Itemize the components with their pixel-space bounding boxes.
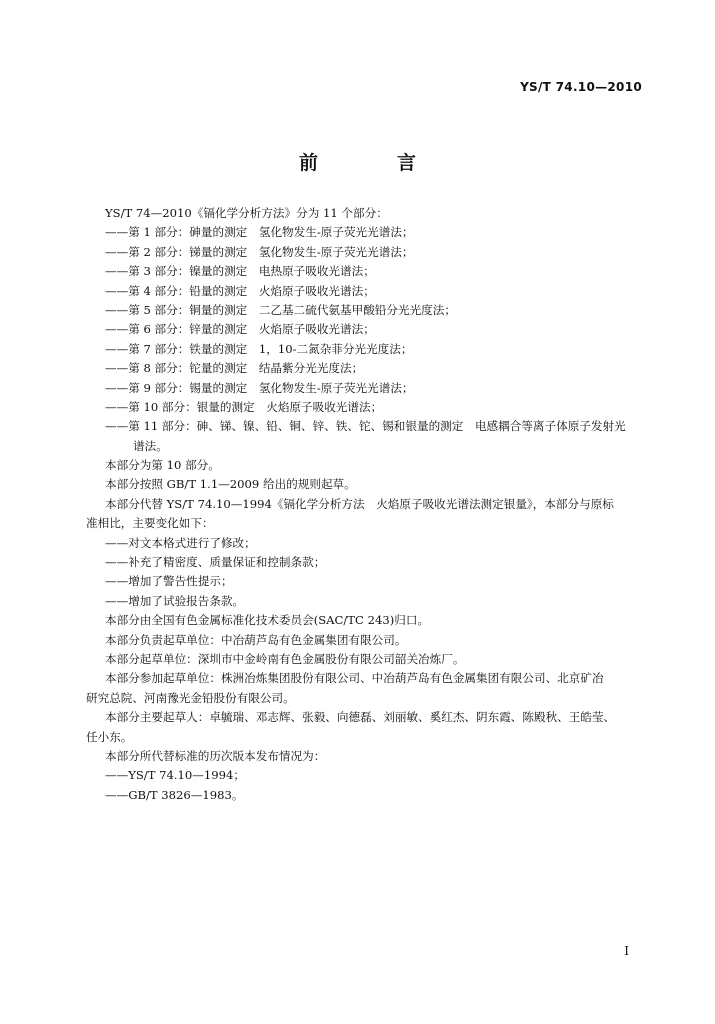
paragraph-line: 本部分负责起草单位：中冶葫芦岛有色金属集团有限公司。 [105, 632, 407, 647]
standard-code: YS/T 74.10—2010 [520, 80, 642, 94]
paragraph-line: 本部分所代替标准的历次版本发布情况为： [105, 748, 326, 763]
list-item-part-2: ——第 2 部分：锑量的测定 氢化物发生-原子荧光光谱法； [105, 244, 414, 259]
paragraph-line-continued: 任小东。 [86, 729, 133, 744]
list-item-part-1: ——第 1 部分：砷量的测定 氢化物发生-原子荧光光谱法； [105, 225, 414, 240]
change-list-item: ——补充了精密度、质量保证和控制条款； [105, 555, 326, 570]
list-item-part-11-continued: 谱法。 [133, 438, 168, 453]
list-item-part-5: ——第 5 部分：铜量的测定 二乙基二硫代氨基甲酸铅分光光度法； [105, 302, 456, 317]
paragraph-line-continued: 研究总院、河南豫光金铅股份有限公司。 [86, 690, 295, 705]
page-title: 前 言 [298, 152, 446, 174]
change-list-item: ——对文本格式进行了修改； [105, 535, 256, 550]
page-number: I [624, 944, 629, 958]
paragraph-line: 本部分按照 GB/T 1.1—2009 给出的规则起草。 [105, 477, 356, 492]
intro-line: YS/T 74—2010《镉化学分析方法》分为 11 个部分： [105, 206, 388, 220]
paragraph-line: 本部分代替 YS/T 74.10—1994《镉化学分析方法 火焰原子吸收光谱法测定银量》，本部分与原标 [105, 496, 614, 511]
change-list-item: ——增加了警告性提示； [105, 574, 233, 589]
document-body [86, 204, 646, 805]
paragraph-line: 本部分由全国有色金属标准化技术委员会(SAC/TC 243)归口。 [105, 613, 430, 628]
paragraph-line: 本部分参加起草单位：株洲冶炼集团股份有限公司、中冶葫芦岛有色金属集团有限公司、北京矿冶 [105, 671, 604, 686]
list-item-part-10: ——第 10 部分：银量的测定 火焰原子吸收光谱法； [105, 399, 383, 414]
version-list-item: ——GB/T 3826—1983。 [105, 787, 244, 802]
list-item-part-4: ——第 4 部分：铅量的测定 火焰原子吸收光谱法； [105, 283, 375, 298]
list-item-part-11: ——第 11 部分：砷、锑、镍、铅、铜、锌、铁、铊、锡和银量的测定 电感耦合等离子体原子发射光 [105, 419, 626, 434]
list-item-part-7: ——第 7 部分：铁量的测定 1，10-二氮杂菲分光光度法； [105, 341, 413, 356]
paragraph-line-continued: 准相比，主要变化如下： [86, 516, 214, 531]
change-list-item: ——增加了试验报告条款。 [105, 593, 245, 608]
paragraph-line: 本部分主要起草人：卓毓瑞、邓志辉、张毅、向德磊、刘丽敏、奚红杰、阴东霞、陈殿秋、王皓莹、 [105, 710, 616, 725]
list-item-part-3: ——第 3 部分：镍量的测定 电热原子吸收光谱法； [105, 264, 375, 279]
paragraph-line: 本部分为第 10 部分。 [105, 458, 220, 473]
list-item-part-6: ——第 6 部分：锌量的测定 火焰原子吸收光谱法； [105, 322, 375, 337]
list-item-part-9: ——第 9 部分：锡量的测定 氢化物发生-原子荧光光谱法； [105, 380, 414, 395]
paragraph-line: 本部分起草单位：深圳市中金岭南有色金属股份有限公司韶关冶炼厂。 [105, 651, 465, 666]
version-list-item: ——YS/T 74.10—1994； [105, 768, 245, 783]
list-item-part-8: ——第 8 部分：铊量的测定 结晶紫分光光度法； [105, 361, 364, 376]
